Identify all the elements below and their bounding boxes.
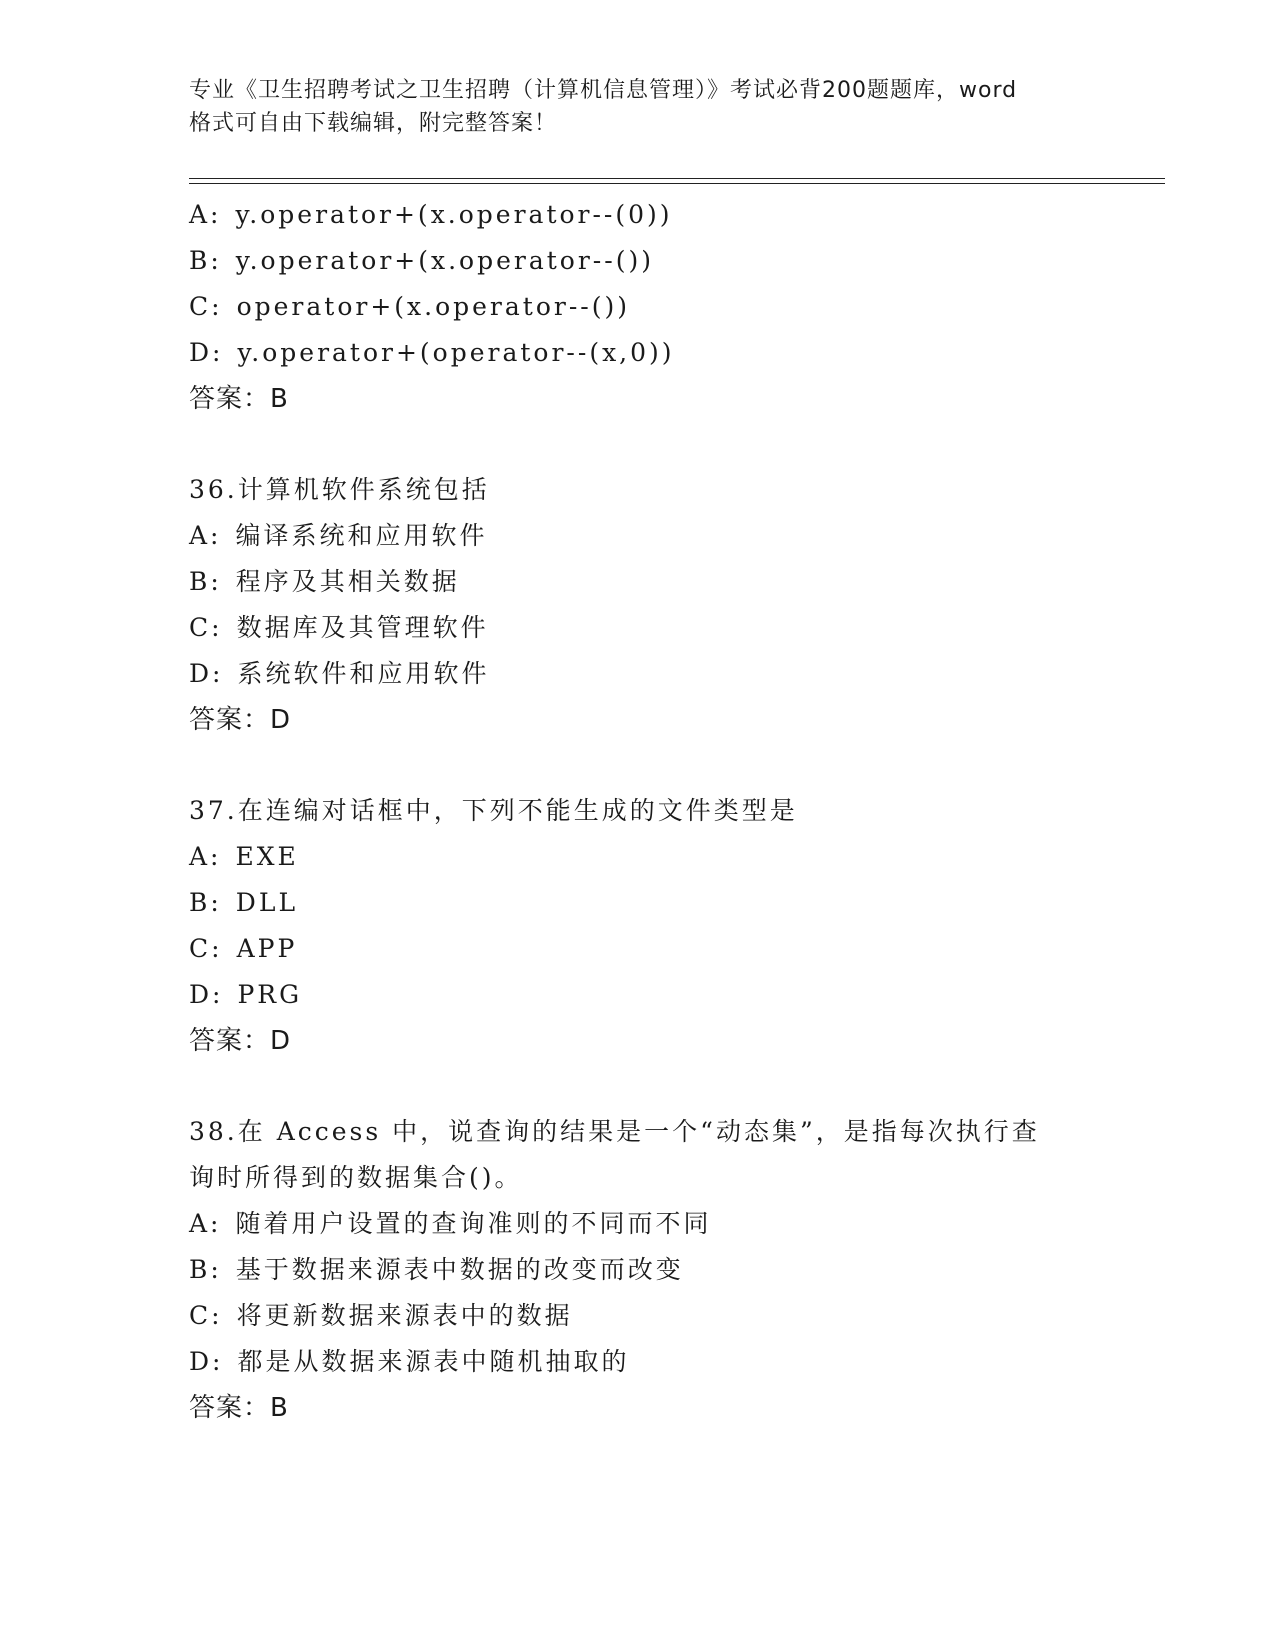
header-divider-top	[189, 178, 1165, 179]
option-text: y.operator+(x.operator--(0))	[235, 200, 673, 229]
option-text: y.operator+(operator--(x,0))	[237, 338, 675, 367]
option-b	[189, 238, 1149, 284]
option-key: C:	[189, 292, 223, 321]
option-b	[189, 1247, 1149, 1293]
question-36	[189, 467, 1149, 743]
option-a	[189, 192, 1149, 238]
option-c	[189, 284, 1149, 330]
option-key: C:	[189, 613, 223, 642]
option-a	[189, 834, 1149, 880]
option-text: EXE	[235, 842, 299, 871]
option-text: 都是从数据来源表中随机抽取的	[237, 1347, 630, 1376]
option-text: PRG	[237, 980, 303, 1009]
option-key: C:	[189, 934, 223, 963]
question-text: 37.在连编对话框中，下列不能生成的文件类型是	[189, 796, 798, 825]
option-text: 程序及其相关数据	[235, 567, 460, 596]
option-text: 数据库及其管理软件	[236, 613, 489, 642]
option-c	[189, 1293, 1149, 1339]
option-text: 基于数据来源表中数据的改变而改变	[235, 1255, 684, 1284]
option-key: A:	[189, 521, 222, 550]
option-key: D:	[189, 338, 224, 367]
option-key: A:	[189, 842, 222, 871]
spacer	[189, 422, 1149, 467]
option-d	[189, 972, 1149, 1018]
option-d	[189, 1339, 1149, 1385]
option-key: D:	[189, 659, 224, 688]
option-c	[189, 605, 1149, 651]
option-text: 系统软件和应用软件	[237, 659, 490, 688]
question-35	[189, 192, 1149, 422]
option-b	[189, 559, 1149, 605]
option-key: D:	[189, 980, 224, 1009]
question-text: 36.计算机软件系统包括	[189, 475, 490, 504]
option-text: 编译系统和应用软件	[235, 521, 488, 550]
document-header	[189, 74, 1089, 140]
answer-line: 答案：D	[189, 1026, 292, 1056]
option-c	[189, 926, 1149, 972]
option-d	[189, 330, 1149, 376]
option-text: APP	[236, 934, 298, 963]
spacer	[189, 1064, 1149, 1109]
option-text: DLL	[235, 888, 299, 917]
option-key: A:	[189, 200, 222, 229]
option-key: B:	[189, 888, 222, 917]
spacer	[189, 743, 1149, 788]
option-b	[189, 880, 1149, 926]
question-text-line-2: 询时所得到的数据集合()。	[189, 1163, 523, 1192]
option-text: y.operator+(x.operator--())	[235, 246, 654, 275]
option-key: B:	[189, 1255, 222, 1284]
option-d	[189, 651, 1149, 697]
option-key: C:	[189, 1301, 223, 1330]
question-38	[189, 1109, 1149, 1431]
option-text: 随着用户设置的查询准则的不同而不同	[235, 1209, 712, 1238]
header-line-1: 专业《卫生招聘考试之卫生招聘（计算机信息管理）》考试必背200题题库，word	[189, 78, 1018, 103]
option-text: operator+(x.operator--())	[236, 292, 630, 321]
question-list	[189, 192, 1149, 1431]
option-text: 将更新数据来源表中的数据	[236, 1301, 573, 1330]
question-37	[189, 788, 1149, 1064]
option-key: B:	[189, 246, 222, 275]
option-key: A:	[189, 1209, 222, 1238]
option-a	[189, 513, 1149, 559]
answer-line: 答案：B	[189, 1393, 289, 1423]
option-a	[189, 1201, 1149, 1247]
answer-line: 答案：B	[189, 384, 289, 414]
header-line-2: 格式可自由下载编辑，附完整答案！	[189, 111, 558, 136]
header-divider-bottom	[189, 183, 1165, 184]
option-key: B:	[189, 567, 222, 596]
question-text-line-1: 38.在 Access 中，说查询的结果是一个“动态集”，是指每次执行查	[189, 1117, 1040, 1146]
option-key: D:	[189, 1347, 224, 1376]
answer-line: 答案：D	[189, 705, 292, 735]
